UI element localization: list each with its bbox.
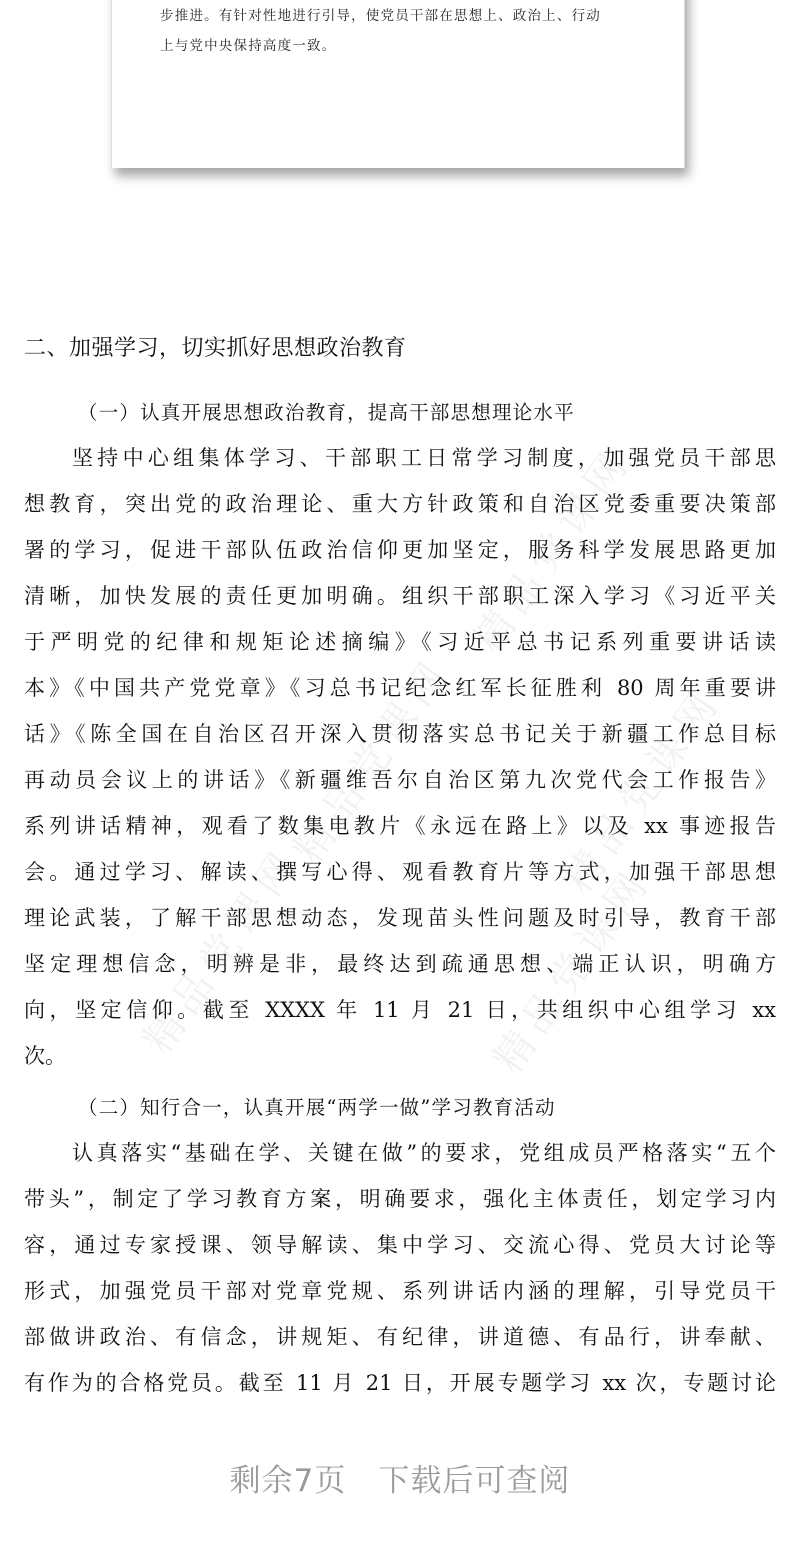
paragraph-line: 清晰，加快发展的责任更加明确。组织干部职工深入学习《习近平关 (24, 584, 776, 608)
paragraph-line: 署的学习，促进干部队伍政治信仰更加坚定，服务科学发展思路更加 (24, 538, 776, 562)
watermark: 精品党课网 (135, 839, 311, 1062)
subsection-heading: （一）认真开展思想政治教育，提高干部思想理论水平 (78, 401, 575, 424)
section-heading: 二、加强学习，切实抓好思想政治教育 (24, 336, 407, 361)
paragraph-line: 会。通过学习、解读、撰写心得、观看教育片等方式，加强干部思想 (24, 860, 776, 884)
paragraph-line: 带头”，制定了学习教育方案，明确要求，强化主体责任，划定学习内 (24, 1187, 776, 1211)
paragraph-line: 认真落实“基础在学、关键在做”的要求，党组成员严格落实“五个 (72, 1141, 776, 1165)
paragraph-line: 向，坚定信仰。截至 XXXX 年 11 月 21 日，共组织中心组学习 xx (24, 998, 776, 1022)
previous-page-line: 步推进。有针对性地进行引导，使党员干部在思想上、政治上、行动 (160, 8, 601, 24)
paragraph-line: 部做讲政治、有信念，讲规矩、有纪律，讲道德、有品行，讲奉献、 (24, 1325, 776, 1349)
previous-page-line: 上与党中央保持高度一致。 (160, 38, 337, 54)
watermark: 精品党课网 (485, 859, 661, 1082)
remaining-pages-label: 剩余7页 (229, 1463, 347, 1499)
paragraph-line: 系列讲话精神，观看了数集电教片《永远在路上》以及 xx 事迹报告 (24, 814, 776, 838)
watermark: 精品党课网 (555, 679, 731, 902)
paragraph-line: 本》《中国共产党党章》《习总书记纪念红军长征胜利 80 周年重要讲 (24, 676, 776, 700)
subsection-heading: （二）知行合一，认真开展“两学一做”学习教育活动 (78, 1096, 556, 1119)
paragraph-line: 于严明党的纪律和规矩论述摘编》《习近平总书记系列重要讲话读 (24, 630, 776, 654)
paragraph-line: 话》《陈全国在自治区召开深入贯彻落实总书记关于新疆工作总目标 (24, 722, 776, 746)
paragraph-line: 容，通过专家授课、领导解读、集中学习、交流心得、党员大讨论等 (24, 1233, 776, 1257)
download-to-view-link[interactable]: 下载后可查阅 (378, 1463, 571, 1499)
paragraph-line: 有作为的合格党员。截至 11 月 21 日，开展专题学习 xx 次，专题讨论 (24, 1371, 776, 1395)
watermark: 精品党课网 (465, 439, 641, 662)
previous-page-card (111, 0, 685, 168)
paragraph-line: 再动员会议上的讲话》《新疆维吾尔自治区第九次党代会工作报告》 (24, 768, 776, 792)
paragraph-line: 坚定理想信念，明辨是非，最终达到疏通思想、端正认识，明确方 (24, 952, 776, 976)
paragraph-line: 想教育，突出党的政治理论、重大方针政策和自治区党委重要决策部 (24, 492, 776, 516)
paragraph-line: 坚持中心组集体学习、干部职工日常学习制度，加强党员干部思 (72, 446, 776, 470)
download-prompt[interactable] (0, 1455, 800, 1500)
paragraph-line: 次。 (24, 1044, 66, 1068)
paragraph-line: 形式，加强党员干部对党章党规、系列讲话内涵的理解，引导党员干 (24, 1279, 776, 1303)
paragraph-line: 理论武装，了解干部思想动态，发现苗头性问题及时引导，教育干部 (24, 906, 776, 930)
watermark: 精品党课网 (285, 649, 461, 872)
